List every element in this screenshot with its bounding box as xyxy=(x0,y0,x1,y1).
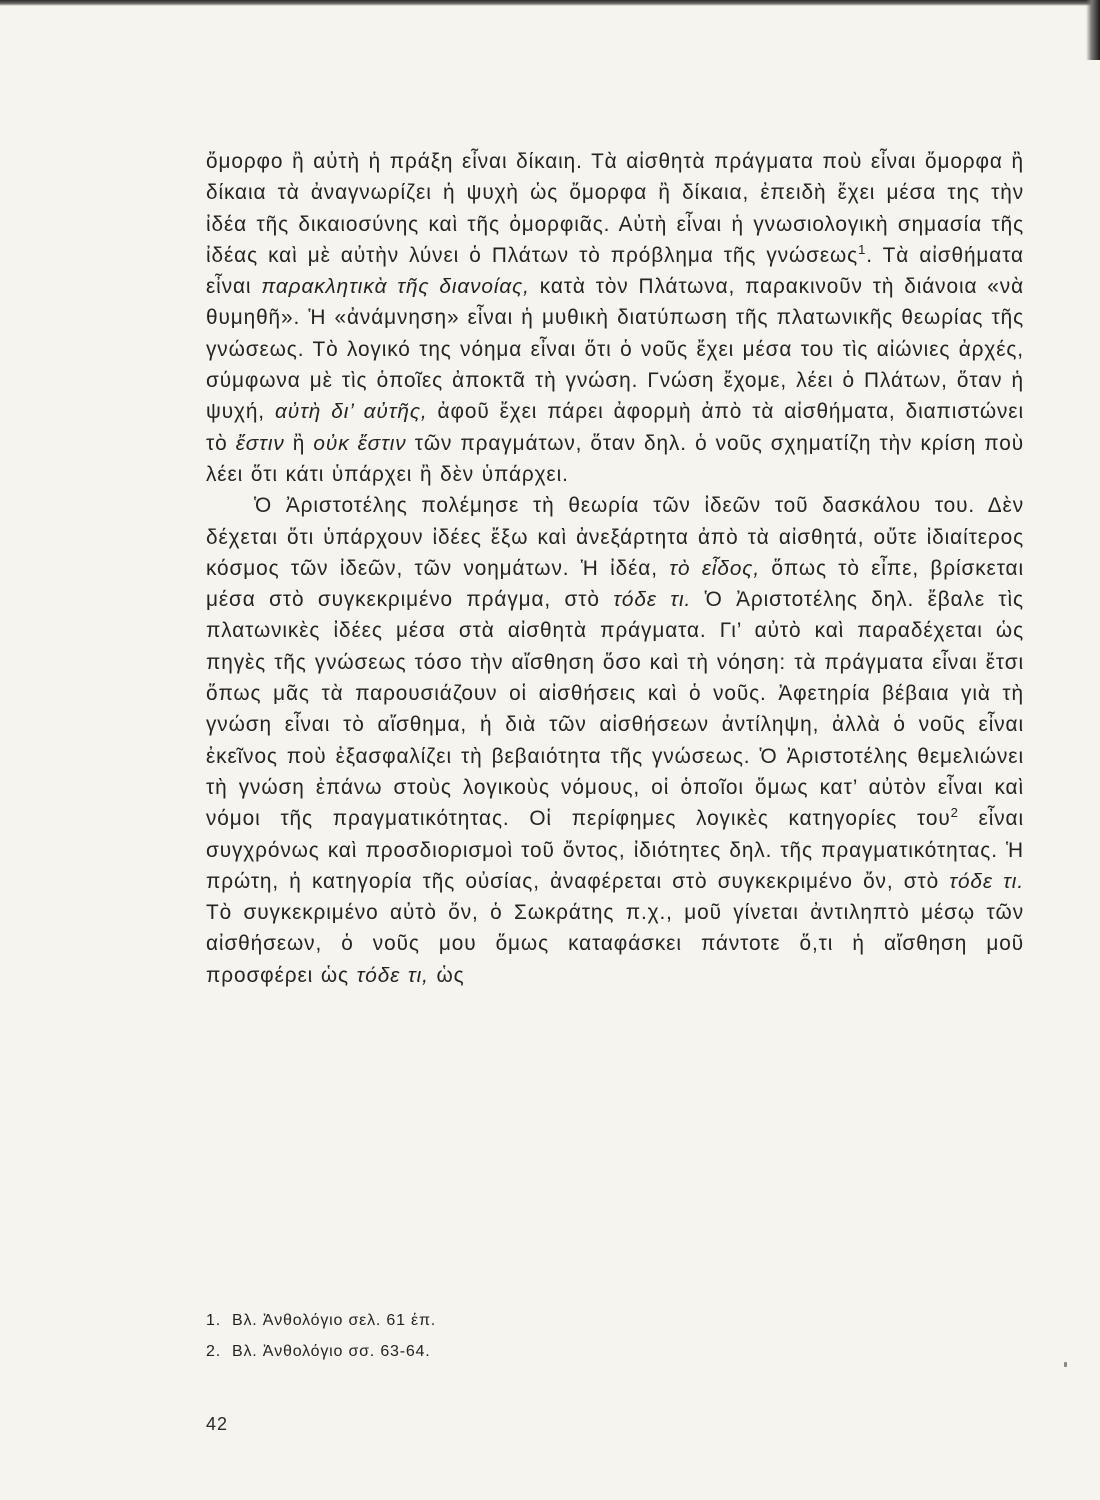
footnote-number: 2. xyxy=(206,1343,221,1360)
footnote-reference: 2 xyxy=(950,805,959,821)
scan-corner-shadow xyxy=(1086,0,1100,60)
text-run: κατὰ τὸν Πλάτωνα, παρακινοῦν τὴ διάνοια «νὰ θυμηθῆ». Ἡ «ἀνάμνηση» εἶναι ἡ μυθικὴ διατύπωση τῆς πλατωνικῆς θεωρίας τῆς γνώσεως. Τὸ λογικό της νόημα εἶναι ὅτι ὁ νοῦς ἔχει μέσα του τὶς αἰώνιες ἀρχές, σύμφωνα μὲ τὶς ὁποῖες ἀποκτᾶ τὴ γνώση. Γνώση ἔχομε, λέει ὁ Πλάτων, ὅταν ἡ ψυχή, xyxy=(206,275,1024,424)
text-run: εἶναι συγχρόνως καὶ προσδιορισμοὶ τοῦ ὄντος, ἰδιότητες δηλ. τῆς πραγματικότητας. Ἡ πρώτη, ἡ κατηγορία τῆς οὐσίας, ἀναφέρεται στὸ συγκεκριμένο ὄν, στὸ xyxy=(206,807,1024,893)
footnote-number: 1. xyxy=(206,1312,221,1329)
scan-speck xyxy=(1064,1362,1067,1367)
paragraph xyxy=(206,490,1024,991)
text-run: ἀφοῦ ἔχει πάρει ἀφορμὴ ἀπὸ τὰ αἰσθήματα, διαπιστώνει τὸ xyxy=(206,400,1024,455)
page-number: 42 xyxy=(206,1414,229,1434)
footnote-text: Βλ. Ἀνθολόγιο σελ. 61 ἑπ. xyxy=(232,1312,437,1329)
italic-phrase: παρακλητικὰ τῆς διανοίας, xyxy=(261,275,530,299)
text-run: Ὁ Ἀριστοτέλης πολέμησε τὴ θεωρία τῶν ἰδεῶν τοῦ δασκάλου του. Δὲν δέχεται ὅτι ὑπάρχουν ἰδέες ἔξω καὶ ἀνεξάρτητα ἀπὸ τὰ αἰσθητά, οὔτε ἰδιαίτερος κόσμος τῶν ἰδεῶν, τῶν νοημάτων. Ἡ ἰδέα, xyxy=(206,494,1024,580)
text-run: ὡς xyxy=(428,963,465,987)
footnote-1 xyxy=(206,1310,1024,1332)
footnotes xyxy=(206,1310,1024,1372)
text-run: Τὸ συγκεκριμένο αὐτὸ ὄν, ὁ Σωκράτης π.χ., μοῦ γίνεται ἀντιληπτὸ μέσῳ τῶν αἰσθήσεων, ὁ νοῦς μου ὅμως καταφάσκει πάντοτε ὅ,τι ἡ αἴσθηση μοῦ προσφέρει ὡς xyxy=(206,901,1024,987)
italic-phrase: ἔστιν xyxy=(235,431,285,455)
text-run: ὅπως τὸ εἶπε, βρίσκεται μέσα στὸ συγκεκριμένο πράγμα, στὸ xyxy=(206,556,1024,612)
footnote-text: Βλ. Ἀνθολόγιο σσ. 63-64. xyxy=(232,1343,431,1360)
scan-top-edge xyxy=(0,0,1100,6)
paragraph xyxy=(206,146,1024,490)
body-text xyxy=(206,146,1024,991)
italic-phrase: τόδε τι. xyxy=(613,588,692,612)
text-run: Ὁ Ἀριστοτέλης δηλ. ἔβαλε τὶς πλατωνικὲς ἰδέες μέσα στὰ αἰσθητὰ πράγματα. Γι’ αὐτὸ καὶ παραδέχεται ὡς πηγὲς τῆς γνώσεως τόσο τὴν αἴσθηση ὅσο καὶ τὴ νόηση: τὰ πράγματα εἶναι ἔτσι ὅπως μᾶς τὰ παρουσιάζουν οἱ αἰσθήσεις καὶ ὁ νοῦς. Ἀφετηρία βέβαια γιὰ τὴ γνώση εἶναι τὸ αἴσθημα, ἡ διὰ τῶν αἰσθήσεων ἀντίληψη, ἀλλὰ ὁ νοῦς εἶναι ἐκεῖνος ποὺ ἐξασφαλίζει τὴ βεβαιότητα τῆς γνώσεως. Ὁ Ἀριστοτέλης θεμελιώνει τὴ γνώση ἐπάνω στοὺς λογικοὺς νόμους, οἱ ὁποῖοι ὅμως κατ’ αὐτὸν εἶναι καὶ νόμοι τῆς πραγματικότητας. Οἱ περίφημες λογικὲς κατηγορίες του xyxy=(206,588,1024,831)
text-run: τῶν πραγμάτων, ὅταν δηλ. ὁ νοῦς σχηματίζη τὴν κρίση ποὺ λέει ὅτι κάτι ὑπάρχει ἢ δὲν ὑπάρχει. xyxy=(206,431,1025,486)
italic-phrase: αὐτὴ δι’ αὐτῆς, xyxy=(275,400,428,424)
text-run: ὄμορφο ἢ αὐτὴ ἡ πράξη εἶναι δίκαιη. Τὰ αἰσθητὰ πράγματα ποὺ εἶναι ὄμορφα ἢ δίκαια τὰ ἀναγνωρίζει ἡ ψυχὴ ὡς ὄμορφα ἢ δίκαια, ἐπειδὴ ἔχει μέσα της τὴν ἰδέα τῆς δικαιοσύνης καὶ τῆς ὀμορφιᾶς. Αὐτὴ εἶναι ἡ γνωσιολογικὴ σημασία τῆς ἰδέας καὶ μὲ αὐτὴν λύνει ὁ Πλάτων τὸ πρόβλημα τῆς γνώσεως xyxy=(206,150,1024,267)
footnote-2 xyxy=(206,1341,1024,1363)
italic-phrase: οὐκ ἔστιν xyxy=(313,431,407,455)
footnote-reference: 1 xyxy=(858,241,867,257)
italic-phrase: τὸ εἶδος, xyxy=(669,556,761,580)
text-run: ἢ xyxy=(284,431,314,455)
italic-phrase: τόδε τι, xyxy=(356,963,429,987)
text-run: . Τὰ αἰσθήματα εἶναι xyxy=(206,243,1024,299)
page-content xyxy=(206,146,1024,991)
italic-phrase: τόδε τι. xyxy=(949,869,1024,893)
